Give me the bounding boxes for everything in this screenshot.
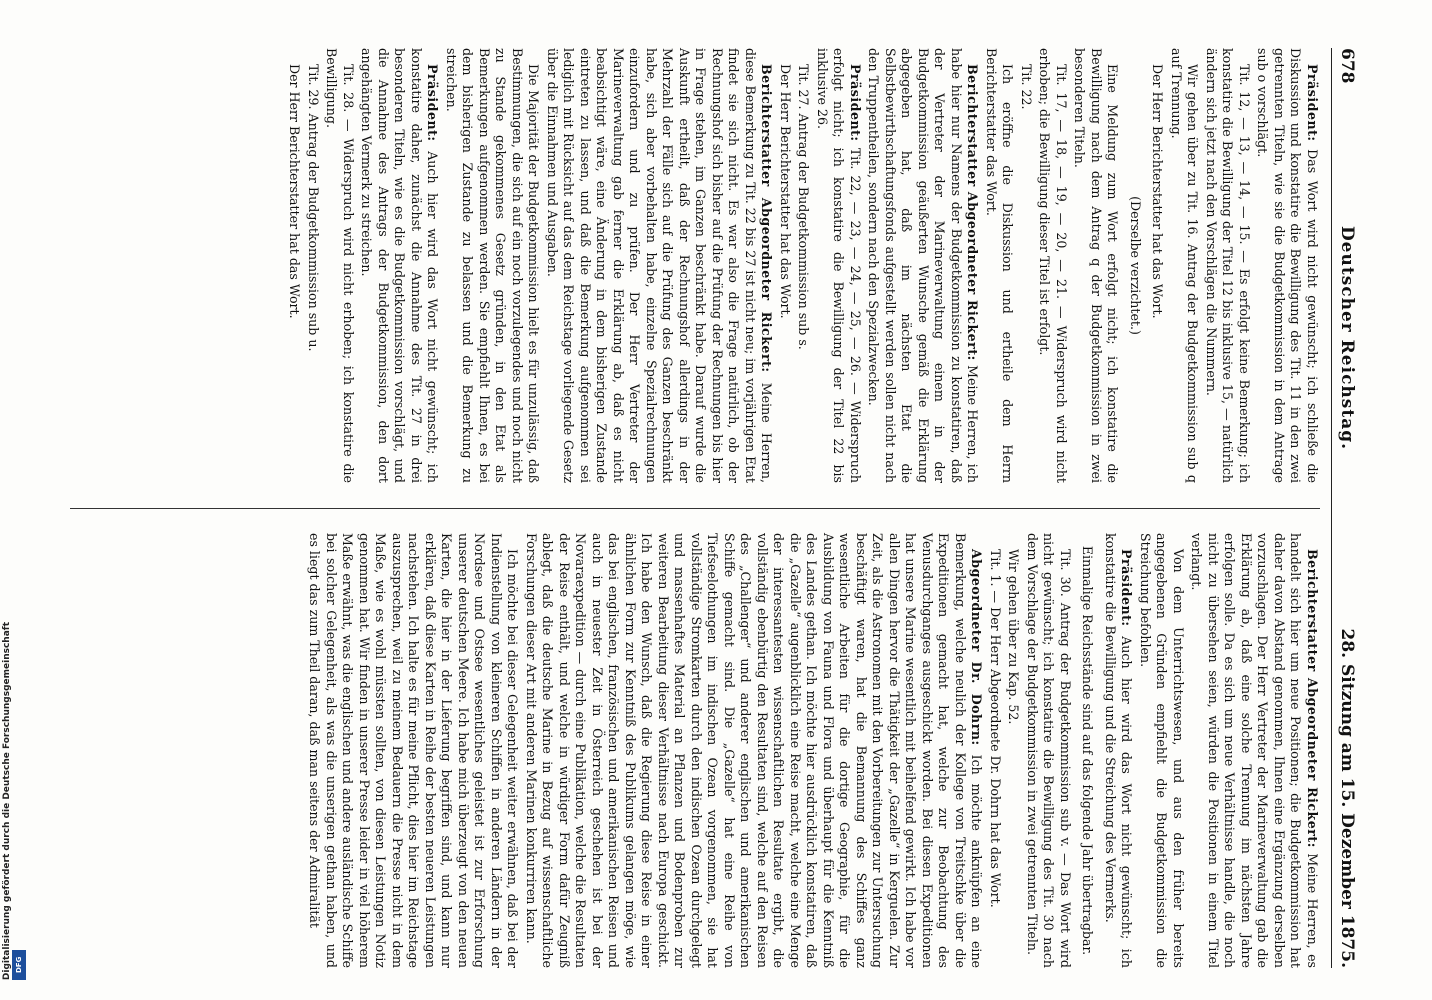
paragraph [443, 48, 542, 483]
left-column [284, 48, 1320, 483]
credit-text: Digitalisierung gefördert durch die Deutsche Forschungsgemeinschaft [2, 621, 12, 980]
speaker-name: Abgeordneter Dr. Dohrn: [969, 549, 985, 746]
paragraph [544, 48, 775, 483]
paragraph [323, 48, 356, 483]
paragraph-text: Das Wort wird nicht gewünscht; ich schließe die Diskussion und konstatire die Bewilligung des Tit. 11 in den zwei getrennten Titeln, wie sie die Budgetkommission in dem Antrage sub o vorschlägt. [1255, 48, 1320, 483]
paragraph [1149, 48, 1166, 483]
paragraph [987, 533, 1004, 968]
session-line: 28. Sitzung am 15. Dezember 1875. [1337, 628, 1357, 968]
paragraph-text: Ich möchte anknüpfen an eine Bemerkung, welche neulich der Kollege von Treitschke über die Expeditionen gemacht hat, welche zur Beobachtung des Venusdurchganges ausgeschickt worden. Bei diesen Expeditionen hat unsere Marine wesentlich mit beihelfend gewirkt. Ich habe vor allen Dingen hervor die Thätigkeit der „Gazelle“ in Kerguelen. Zur Zeit, als die Astronomen mit den Vorbereitungen zur Untersuchung beschäftigt waren, hat die Bemannung des Schiffes ganz wesentliche Arbeiten für die dortige Geographie, für die Ausbildung von Fauna und Flora und überhaupt für die Kenntniß des Landes gethan. Ich möchte hier ausdrücklich konstatiren, daß die „Gazelle“ augenblicklich eine Reise macht, welche eine Menge der interessantesten wissenschaftlichen Resultate ergibt, die vollständig ebenbürtig den Resultaten sind, welche auf den Reisen des „Challenger“ und anderer englischen und amerikanischen Schiffe gemacht sind. Die „Gazelle“ hat eine Reihe von Tiefseelothungen im indischen Ozean vorgenommen, sie hat vollständige Stromkarten durch den indischen Ozean durchgelegt und massenhaftes Material an Pflanzen und Bodenproben zur weiteren Bearbeitung dieser Verhältnisse nach Europa geschickt. Ich habe den Wunsch, daß die Regierung diese Reise in einer ähnlichen Form zur Kenntniß des Publikums gelangen möge, wie das bei englischen, französischen und amerikanischen Reisen und auch in neuester Zeit in Österreich geschehen ist bei der Novaraexpedition — durch eine Publikation, welche die Resultaten der Reise enthält, und welche in würdiger Form dafür Zeugniß ablegt, daß die deutsche Marine in Bezug auf wissenschaftliche Forschungen dieser Art mit anderen Marinen konkurriren kann. [524, 533, 985, 969]
speaker-name: Präsident: [1305, 64, 1320, 142]
digitization-credit [4, 580, 24, 980]
paragraph-text: Die Majorität der Budgetkommission hielt es für unzulässig, daß Bestimmungen, die sich auf ein noch vorzulegendes und noch nicht zu Stande gekommenes Gesetz gründen, in den Etat als Bemerkungen aufgenommen werden. Sie empfiehlt Ihnen, es bei dem bisherigen Zustande zu belassen und die Bemerkung zu streichen. [444, 48, 542, 483]
running-header [1331, 48, 1362, 968]
paragraph-text: Eine Meldung zum Wort erfolgt nicht; ich konstatire die Bewilligung nach dem Antrag q der Budgetkommission in zwei besonderen Titeln. [1072, 48, 1121, 483]
paragraph [1071, 48, 1121, 483]
paragraph [358, 48, 441, 483]
paragraph-text: Tit. 22. [1019, 64, 1034, 110]
publication-title: Deutscher Reichstag. [1337, 225, 1357, 451]
paragraph-text: Ich eröffne die Diskussion und ertheile dem Herrn Berichterstatter das Wort. [984, 48, 1016, 483]
paragraph-text: Meine Herren, es handelt sich hier um neue Positionen; die Budgetkommission hat daher davon Abstand genommen, Ihnen eine Ergänzung derselben vorzuschlagen. Der Herr Vertreter der Marineverwaltung gab die Erklärung ab, daß eine solche Trennung im nächsten Jahre erfolgen solle. Da es sich um neue Verhältnisse handle, die noch nicht zu übersehen seien, würden die Positionen in einem Titel verlangt. [1189, 533, 1320, 968]
paragraph-text: Von dem Unterrichtswesen, und aus den früher bereits angegebenen Gründen empfiehlt die Budgetkommission die Streichung befohlen. [1138, 533, 1186, 968]
paragraph-text: Auch hier wird das Wort nicht gewünscht; ich konstatire die Bewilligung und die Streichung des Vermerks. [1103, 533, 1135, 968]
paragraph-text: Tit. 29. Antrag der Budgetkommission sub u. [306, 64, 321, 352]
paragraph-text: Auch hier wird das Wort nicht gewünscht; ich konstatire daher, zunächst die Annahme des Tit. 27 in drei besonderen Titeln, wie es die Budgetkommission vorschlägt, und die Annahme des Antrags der Budgetkommission, den dort angehängten Vermerk zu streichen. [359, 48, 441, 483]
paragraph [777, 48, 794, 483]
paragraph [305, 48, 322, 483]
page-sheet [42, 48, 1362, 968]
paragraph [983, 48, 1016, 483]
centered-remark: (Derselbe verzichtet.) [1128, 196, 1143, 335]
speaker-name: Präsident: [425, 64, 441, 142]
paragraph-text: Der Herr Berichterstatter hat das Wort. [287, 64, 303, 319]
paragraph-text: Meine Herren, ich habe hier nur Namens der Budgetkommission zu konstatiren, daß der Vertreter der Marineverwaltung einem in der Budgetkommission geäußerten Wunsche gemäß die Erklärung abgegeben hat, daß im nächsten Etat die Selbstbewirthschaftungsfonds aufgestellt werden sollen nicht nach den Truppentheilen, sondern nach den Spezialzwecken. [866, 48, 981, 483]
paragraph [1102, 533, 1135, 968]
paragraph [1024, 533, 1074, 968]
paragraph-text: Tit. 27. Antrag der Budgetkommission sub s. [796, 64, 812, 350]
paragraph-text: Der Herr Berichterstatter hat das Wort. [1150, 64, 1166, 319]
paragraph-text: Ich möchte bei dieser Gelegenheit weiter erwähnen, daß bei der Indienstellung von kleineren Schiffen in anderen Ländern in der Nordsee und Ostsee wesentliches geleistet ist zur Erforschung unserer deutschen Meere. Ich habe mich überzeugt von den neuen Karten, die hier in der Lieferung begriffen sind, und kann nur erklären, daß diese Karten in Reihe der besten neueren Leistungen nachstehen. Ich halte es für meine Pflicht, dies hier im Reichstage auszusprechen, weil zu meinem Bedauern die Presse nicht in dem Maße, wie es wohl müssten sollten, von diesen Leistungen Notiz genommen hat. Wir finden in unserer Presse leider in viel höherem Maße erwähnt, was die englischen und andere ausländische Schiffe bei solcher Gelegenheit, als was die unserigen gethan haben, und es liegt das zum Theil daran, daß man seitens der Admiralität [307, 533, 521, 968]
page-number: 678 [1337, 48, 1357, 84]
paragraph-text: Tit. 22, — 23, — 24, — 25, — 26. — Widerspruch erfolgt nicht; ich konstatire die Bewilligung der Titel 22 bis inklusive 26. [815, 48, 863, 483]
speaker-name: Berichterstatter Abgeordneter Rickert: [965, 64, 981, 361]
paragraph-text: Wir gehen über zu Tit. 16. Antrag der Budgetkommission sub q auf Trennung. [1169, 48, 1201, 483]
paragraph [1188, 533, 1320, 968]
paragraph [1137, 533, 1187, 968]
speaker-name: Präsident: [848, 64, 863, 142]
paragraph-text: Tit. 17, — 18, — 19, — 20, — 21. — Widerspruch wird nicht erhoben; die Bewilligung dieser Titel ist erfolgt. [1037, 48, 1069, 483]
centered-remark: Einmalige Reichsstände sind auf das folgende Jahr übertragbar. [1080, 545, 1096, 956]
paragraph [865, 48, 981, 483]
dfg-logo-icon: DFG [12, 950, 26, 980]
column-divider [70, 508, 1320, 509]
paragraph [523, 533, 985, 968]
speaker-name: Berichterstatter Abgeordneter Rickert: [1305, 549, 1320, 848]
paragraph [286, 48, 303, 483]
paragraph [1254, 48, 1320, 483]
speaker-name: Berichterstatter Abgeordneter Rickert: [759, 64, 775, 373]
paragraph [814, 48, 864, 483]
paragraph-text: Wir gehen über zu Kap. 52. [1006, 549, 1022, 725]
paragraph [1005, 533, 1022, 968]
paragraph [1203, 48, 1253, 483]
paragraph-text: Der Herr Berichterstatter hat das Wort. [778, 64, 793, 319]
speaker-name: Präsident: [1119, 549, 1135, 627]
paragraph-text: Tit. 30. Antrag der Budgetkommission sub v. — Das Wort wird nicht gewünscht; ich konstatire die Bewilligung des Tit. 30 nach dem Vorschlage der Budgetkommission in zwei getrennten Titeln. [1025, 533, 1073, 968]
paragraph-text: Meine Herren, diese Bemerkung zu Tit. 22 bis 27 ist nicht neu; im vorjährigen Etat findet sie sich nicht. Es war also die Frage natürlich, ob der Rechnungshof sich bisher auf die Prüfung der Rechnungen bis hier in Frage stehen, im Ganzen beschränkt habe. Darauf wurde die Auskunft ertheilt, daß der Rechnungshof allerdings in der Mehrzahl der Fälle sich auf die Prüfung des Ganzen beschränkt habe, sich aber vorbehalten habe, einzelne Spezialrechnungen einzufordern und zu prüfen. Der Herr Vertreter der Marineverwaltung gab ferner die Erklärung ab, daß es nicht beabsichtigt wäre, eine Änderung in dem bisherigen Zustande eintreten zu lassen, und daß die Bemerkung aufgenommen sei lediglich mit Rücksicht auf das dem Reichstage vorliegende Gesetz über die Einnahmen und Ausgaben. [545, 48, 775, 483]
paragraph-text: Tit. 28. — Widerspruch wird nicht erhoben; ich konstatire die Bewilligung. [324, 48, 356, 483]
paragraph-text: Tit. 12, — 13, — 14, — 15. — Es erfolgt keine Bemerkung; ich konstatire die Bewilligung der Titel 12 bis inklusive 15, — natürlich ändern sich jetzt nach den Vorschlägen die Nummern. [1204, 48, 1252, 483]
paragraph [1036, 48, 1069, 483]
right-column [304, 533, 1320, 968]
paragraph [306, 533, 521, 968]
paragraph-text: Tit. 1. — Der Herr Abgeordnete Dr. Dohrn hat das Wort. [988, 549, 1003, 908]
paragraph [1018, 48, 1035, 483]
paragraph [795, 48, 812, 483]
paragraph [1168, 48, 1201, 483]
